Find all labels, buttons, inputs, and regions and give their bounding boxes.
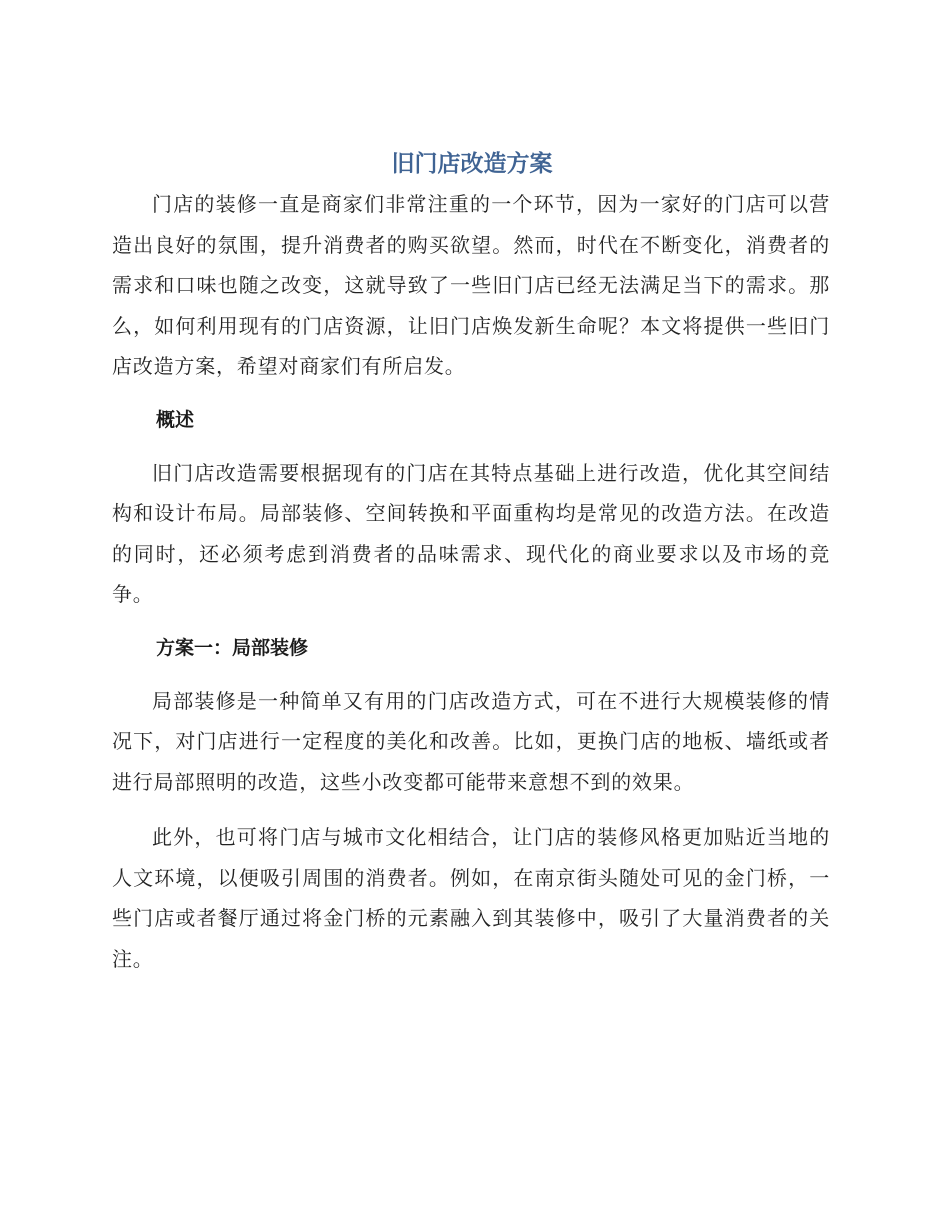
document-title: 旧门店改造方案 [391, 151, 553, 177]
spacer [112, 440, 830, 453]
spacer [112, 802, 830, 817]
plan-one-paragraph-2: 此外，也可将门店与城市文化相结合，让门店的装修风格更加贴近当地的人文环境，以便吸引周围的消费者。例如，在南京街头随处可见的金门桥，一些门店或者餐厅通过将金门桥的元素融入到其装修中，吸引了大量消费者的关注。 [112, 825, 830, 971]
spacer [112, 668, 830, 681]
overview-paragraph: 旧门店改造需要根据现有的门店在其特点基础上进行改造，优化其空间结构和设计布局。局部装修、空间转换和平面重构均是常见的改造方法。在改造的同时，还必须考虑到消费者的品味需求、现代化的商业要求以及市场的竞争。 [112, 460, 830, 606]
section-heading-plan-one: 方案一：局部装修 [156, 636, 309, 659]
plan-one-paragraph-1: 局部装修是一种简单又有用的门店改造方式，可在不进行大规模装修的情况下，对门店进行一定程度的美化和改善。比如，更换门店的地板、墙纸或者进行局部照明的改造，这些小改变都可能带来意想不到的效果。 [112, 688, 830, 794]
spacer [112, 615, 830, 628]
section-heading-overview: 概述 [156, 408, 195, 431]
intro-paragraph: 门店的装修一直是商家们非常注重的一个环节，因为一家好的门店可以营造出良好的氛围，提升消费者的购买欲望。然而，时代在不断变化，消费者的需求和口味也随之改变，这就导致了一些旧门店已经无法满足当下的需求。那么，如何利用现有的门店资源，让旧门店焕发新生命呢？本文将提供一些旧门店改造方案，希望对商家们有所启发。 [112, 192, 830, 378]
spacer [112, 387, 830, 400]
document-body [112, 144, 830, 979]
